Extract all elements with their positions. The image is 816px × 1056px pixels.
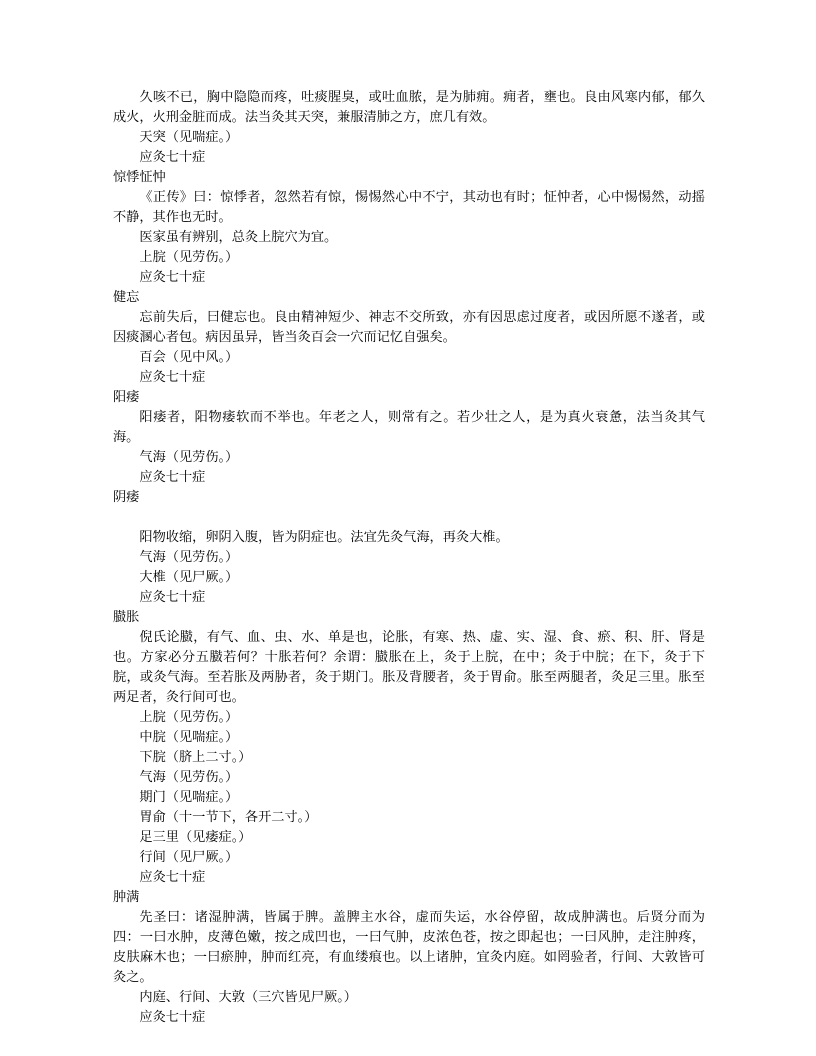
heading-jianwang: 健忘 (113, 290, 140, 305)
paragraph-guzhang: 倪氏论臌，有气、血、虫、水、单是也，论胀，有寒、热、虚、实、湿、食、瘀、积、肝、肾是也。方家必分五臌若何？十胀若何？余谓：臌胀在上，灸于上脘，在中；灸于中脘；在下，灸于下脘，或灸气海。至若胀及两胁者，灸于期门。胀及背腰者，灸于胃俞。胀至两腿者，灸足三里。胀至两足者，灸行间可也。 (113, 630, 705, 705)
moxa-note-2: 应灸七十症 (139, 270, 206, 285)
text-column (113, 88, 705, 1028)
heading-yangwei: 阳痿 (113, 390, 140, 405)
acupoint-zusanli: 足三里（见痿症。） (139, 830, 252, 845)
paragraph-zhongman: 先圣曰：诸湿肿满，皆属于脾。盖脾主水谷，虚而失运，水谷停留，故成肿满也。后贤分而为四：一曰水肿，皮薄色嫩，按之成凹也，一曰气肿，皮浓色苍，按之即起也；一曰风肿，走注肿疼，皮肤麻木也；一曰瘀肿，肿而红亮，有血缕痕也。以上诸肿，宜灸内庭。如罔验者，行间、大敦皆可灸之。 (113, 910, 705, 985)
acupoint-qihai-1: 气海（见劳伤。） (139, 450, 239, 465)
paragraph-jingji-zhengchong: 《正传》曰：惊悸者，忽然若有惊，惕惕然心中不宁，其动也有时；怔忡者，心中惕惕然，动摇不静，其作也无时。 (113, 190, 705, 225)
acupoint-weishu: 胃俞（十一节下，各开二寸。） (139, 810, 318, 825)
moxa-note-4: 应灸七十症 (139, 470, 206, 485)
acupoint-baihui: 百会（见中风。） (139, 350, 239, 365)
moxa-note-7: 应灸七十症 (139, 1010, 206, 1025)
acupoint-zhongwan: 中脘（见喘症。） (139, 730, 239, 745)
acupoint-shangwan-1: 上脘（见劳伤。） (139, 250, 239, 265)
moxa-note-1: 应灸七十症 (139, 150, 206, 165)
acupoint-xiawan: 下脘（脐上二寸。） (139, 750, 252, 765)
heading-zhongman: 肿满 (113, 890, 140, 905)
heading-yinwei: 阴痿 (113, 490, 140, 505)
acupoint-neiting-xingjian-dadun: 内庭、行间、大敦（三穴皆见尸厥。） (139, 990, 357, 1005)
moxa-note-6: 应灸七十症 (139, 870, 206, 885)
heading-guzhang: 臌胀 (113, 610, 140, 625)
acupoint-qimen: 期门（见喘症。） (139, 790, 239, 805)
acupoint-qihai-2: 气海（见劳伤。） (139, 550, 239, 565)
acupoint-tiantu: 天突（见喘症。） (139, 130, 239, 145)
paragraph-jianwang: 忘前失后，曰健忘也。良由精神短少、神志不交所致，亦有因思虑过度者，或因所愿不遂者，或因痰溷心者包。病因虽异，皆当灸百会一穴而记忆自强矣。 (113, 310, 705, 345)
moxa-note-3: 应灸七十症 (139, 370, 206, 385)
acupoint-dazhui: 大椎（见尸厥。） (139, 570, 239, 585)
paragraph-yinwei: 阳物收缩，卵阴入腹，皆为阴症也。法宜先灸气海，再灸大椎。 (139, 530, 509, 545)
acupoint-xingjian: 行间（见尸厥。） (139, 850, 239, 865)
blank-line (113, 508, 705, 528)
acupoint-qihai-3: 气海（见劳伤。） (139, 770, 239, 785)
paragraph-feiyong: 久咳不已，胸中隐隐而疼，吐痰腥臭，或吐血脓，是为肺痈。痈者，壅也。良由风寒内郁，郁久成火，火刑金脏而成。法当灸其天突，兼服清肺之方，庶几有效。 (113, 90, 705, 125)
moxa-note-5: 应灸七十症 (139, 590, 206, 605)
paragraph-yangwei: 阳痿者，阳物痿软而不举也。年老之人，则常有之。若少壮之人，是为真火衰惫，法当灸其气海。 (113, 410, 705, 445)
heading-jingji-zhengchong: 惊悸怔忡 (113, 170, 166, 185)
acupoint-shangwan-2: 上脘（见劳伤。） (139, 710, 239, 725)
paragraph-jingji-treatment: 医家虽有辨别，总灸上脘穴为宜。 (139, 230, 338, 245)
